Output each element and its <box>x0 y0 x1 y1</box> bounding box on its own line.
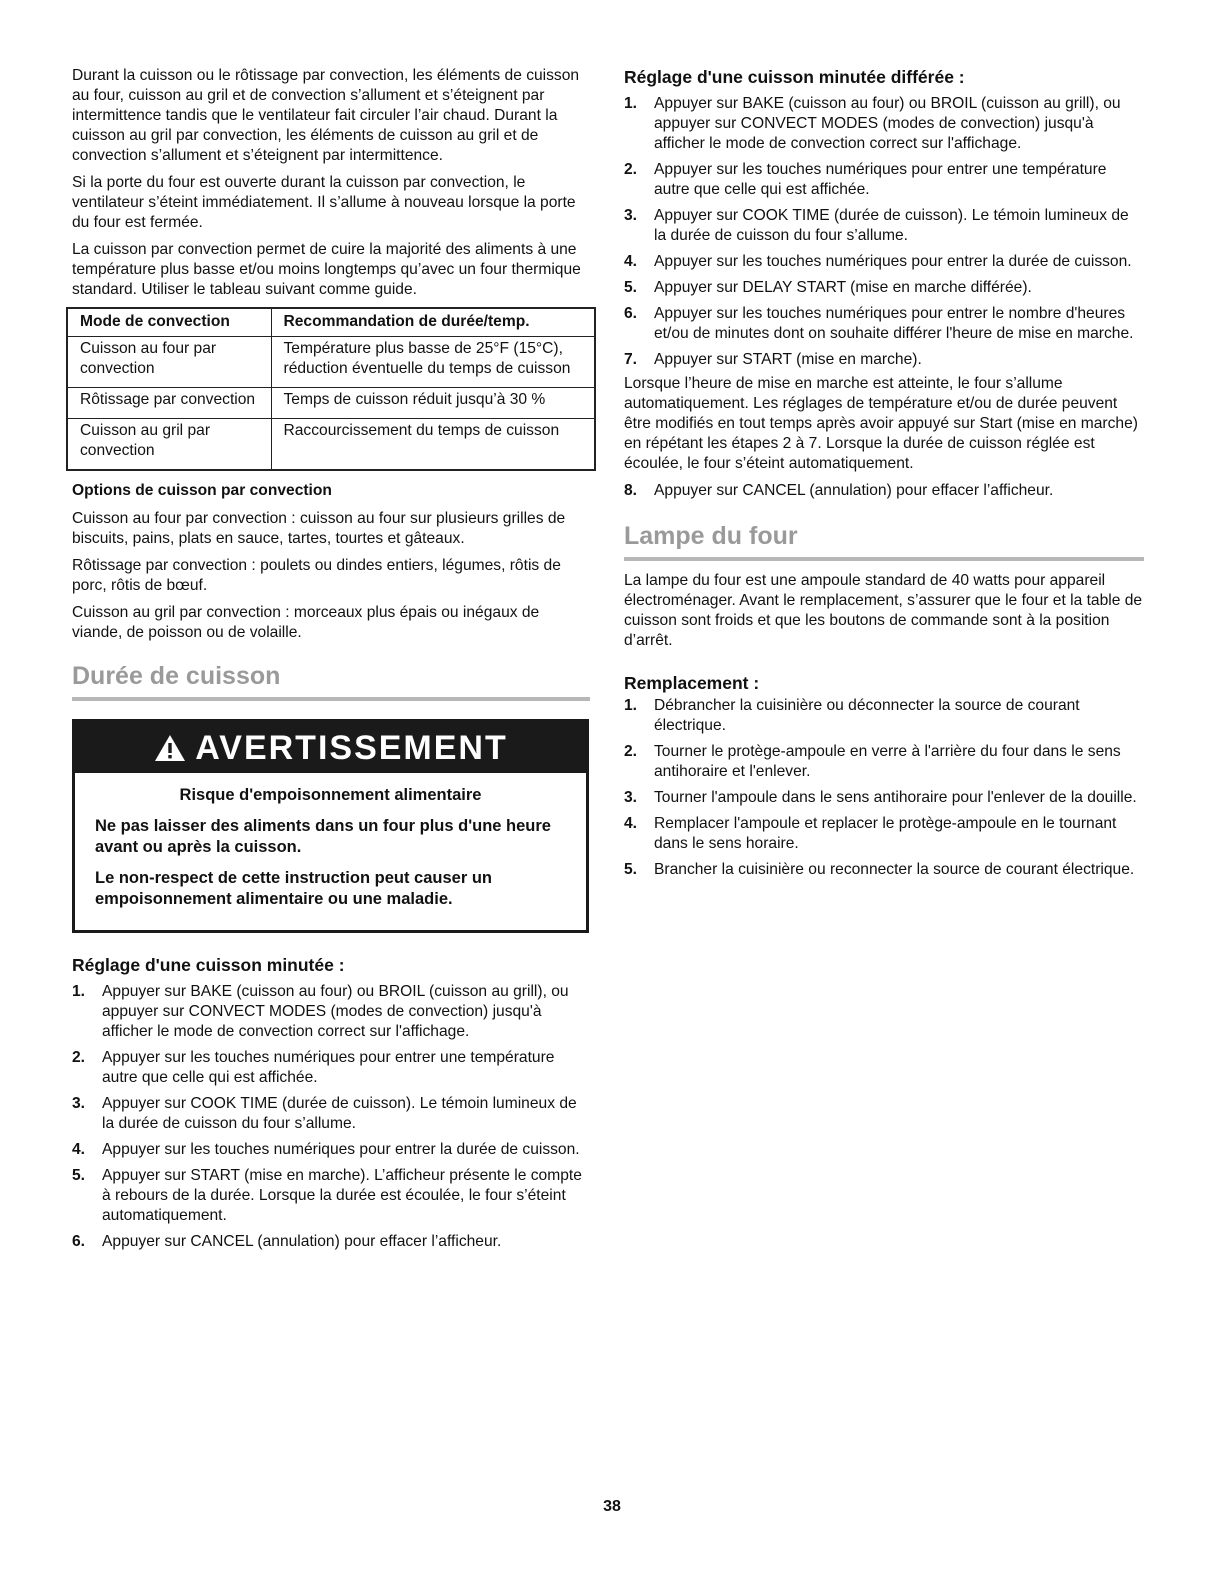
list-item <box>624 278 1144 298</box>
step-number: 2. <box>624 161 638 178</box>
list-item <box>624 160 1144 200</box>
list-item <box>624 860 1144 880</box>
step-text: Appuyer sur les touches numériques pour entrer la durée de cuisson. <box>102 1141 580 1158</box>
section-title-oven-lamp: Lampe du four <box>624 521 1144 561</box>
list-item <box>624 788 1144 808</box>
step-text: Remplacer l'ampoule et replacer le protège-ampoule en le tournant dans le sens horaire. <box>654 815 1117 852</box>
step-number: 6. <box>624 305 638 322</box>
step-number: 4. <box>72 1141 86 1158</box>
step-text: Débrancher la cuisinière ou déconnecter la source de courant électrique. <box>654 697 1080 734</box>
warning-triangle-icon <box>153 733 187 763</box>
list-item <box>624 696 1144 736</box>
step-text: Appuyer sur les touches numériques pour entrer une température autre que celle qui est affichée. <box>102 1049 555 1086</box>
list-item <box>624 814 1144 854</box>
replacement-title: Remplacement : <box>624 673 760 693</box>
warning-body <box>75 773 586 930</box>
table-header-row <box>67 308 595 337</box>
options-paragraph-1: Cuisson au four par convection : cuisson au four sur plusieurs grilles de biscuits, pains, plats en sauce, tartes, tourtes et gâteaux. <box>72 510 566 547</box>
intro-paragraph-3: La cuisson par convection permet de cuire la majorité des aliments à une température plus basse et/ou moins longtemps qu’avec un four thermique standard. Utiliser le tableau suivant comme guide. <box>72 241 581 298</box>
step-text: Appuyer sur BAKE (cuisson au four) ou BROIL (cuisson au grill), ou appuyer sur CONVECT MODES (modes de convection) jusqu'à afficher le mode de convection correct sur l'affichage. <box>654 95 1121 152</box>
step-number: 3. <box>72 1095 86 1112</box>
list-item <box>72 1094 590 1134</box>
step-text: Appuyer sur les touches numériques pour entrer le nombre d'heures et/ou de minutes dont on souhaite différer l'heure de mise en marche. <box>654 305 1134 342</box>
list-item <box>72 1232 590 1252</box>
left-column <box>72 66 590 1258</box>
intro-paragraph-1: Durant la cuisson ou le rôtissage par convection, les éléments de cuisson au four, cuisson au gril et de convection s’allument et s’éteignent par intermittence tandis que le ventilateur fait circuler l’air chaud. Durant la cuisson au gril par convection, les éléments de cuisson au gril et de convection s’allument et s’éteignent par intermittence. <box>72 67 580 164</box>
section-title-cook-time: Durée de cuisson <box>72 661 590 701</box>
step-number: 5. <box>624 279 638 296</box>
timed-cooking-title: Réglage d'une cuisson minutée : <box>72 955 345 975</box>
table-cell: Cuisson au gril par convection <box>67 419 271 471</box>
step-number: 4. <box>624 815 638 832</box>
step-text: Appuyer sur les touches numériques pour entrer la durée de cuisson. <box>654 253 1132 270</box>
step-text: Appuyer sur BAKE (cuisson au four) ou BROIL (cuisson au grill), ou appuyer sur CONVECT MODES (modes de convection) jusqu'à afficher le mode de convection correct sur l'affichage. <box>102 983 569 1040</box>
table-cell: Cuisson au four par convection <box>67 337 271 388</box>
step-number: 7. <box>624 351 638 368</box>
list-item <box>624 481 1144 501</box>
table-header-recommendation: Recommandation de durée/temp. <box>271 308 595 337</box>
delayed-steps-list <box>624 94 1144 370</box>
table-cell: Rôtissage par convection <box>67 388 271 419</box>
intro-paragraph-2: Si la porte du four est ouverte durant la cuisson par convection, le ventilateur s’éteint immédiatement. Il s’allume à nouveau lorsque la porte du four est fermée. <box>72 174 576 231</box>
table-header-mode: Mode de convection <box>67 308 271 337</box>
list-item <box>72 982 590 1042</box>
list-item <box>72 1140 590 1160</box>
options-paragraph-3: Cuisson au gril par convection : morceaux plus épais ou inégaux de viande, de poisson ou de volaille. <box>72 604 540 641</box>
step-number: 4. <box>624 253 638 270</box>
step-text: Appuyer sur CANCEL (annulation) pour effacer l’afficheur. <box>654 482 1054 499</box>
step-text: Appuyer sur DELAY START (mise en marche différée). <box>654 279 1032 296</box>
list-item <box>624 206 1144 246</box>
warning-risk: Risque d'empoisonnement alimentaire <box>179 786 482 804</box>
delayed-steps-list-continued <box>624 481 1144 501</box>
list-item <box>624 304 1144 344</box>
delayed-note: Lorsque l’heure de mise en marche est atteinte, le four s’allume automatiquement. Les réglages de température et/ou de durée peuvent être modifiés en tout temps après avoir appuyé sur Start (mise en marche) en répétant les étapes 2 à 7. Lorsque la durée de cuisson réglée est écoulée, le four s’éteint automatiquement. <box>624 375 1138 472</box>
list-item <box>624 742 1144 782</box>
step-number: 3. <box>624 789 638 806</box>
table-cell: Température plus basse de 25°F (15°C), réduction éventuelle du temps de cuisson <box>271 337 595 388</box>
step-text: Tourner le protège-ampoule en verre à l'arrière du four dans le sens antihoraire et l'enlever. <box>654 743 1121 780</box>
options-paragraph-2: Rôtissage par convection : poulets ou dindes entiers, légumes, rôtis de porc, rôtis de bœuf. <box>72 557 561 594</box>
list-item <box>72 1166 590 1226</box>
table-row <box>67 337 595 388</box>
warning-title: AVERTISSEMENT <box>195 728 508 767</box>
list-item <box>72 1048 590 1088</box>
right-column <box>624 66 1144 886</box>
step-text: Appuyer sur les touches numériques pour entrer une température autre que celle qui est affichée. <box>654 161 1107 198</box>
step-text: Appuyer sur CANCEL (annulation) pour effacer l’afficheur. <box>102 1233 502 1250</box>
convection-table <box>66 307 596 471</box>
step-text: Appuyer sur COOK TIME (durée de cuisson). Le témoin lumineux de la durée de cuisson du four s’allume. <box>654 207 1129 244</box>
step-number: 6. <box>72 1233 86 1250</box>
replacement-steps-list <box>624 696 1144 880</box>
list-item <box>624 94 1144 154</box>
delayed-cooking-title: Réglage d'une cuisson minutée différée : <box>624 67 965 87</box>
step-text: Tourner l'ampoule dans le sens antihoraire pour l'enlever de la douille. <box>654 789 1137 806</box>
table-cell: Raccourcissement du temps de cuisson <box>271 419 595 471</box>
step-number: 5. <box>72 1167 86 1184</box>
timed-steps-list <box>72 982 590 1252</box>
table-row <box>67 388 595 419</box>
warning-box <box>72 719 589 933</box>
table-cell: Temps de cuisson réduit jusqu’à 30 % <box>271 388 595 419</box>
step-text: Appuyer sur START (mise en marche). L’afficheur présente le compte à rebours de la durée. Lorsque la durée est écoulée, le four s’éteint automatiquement. <box>102 1167 582 1224</box>
table-row <box>67 419 595 471</box>
warning-text-1: Ne pas laisser des aliments dans un four plus d'une heure avant ou après la cuisson. <box>95 817 551 856</box>
step-number: 2. <box>624 743 638 760</box>
page-number: 38 <box>603 1498 621 1515</box>
options-title: Options de cuisson par convection <box>72 482 332 499</box>
step-text: Brancher la cuisinière ou reconnecter la source de courant électrique. <box>654 861 1135 878</box>
step-number: 8. <box>624 482 638 499</box>
step-number: 2. <box>72 1049 86 1066</box>
step-number: 1. <box>72 983 86 1000</box>
step-number: 1. <box>624 95 638 112</box>
step-text: Appuyer sur START (mise en marche). <box>654 351 922 368</box>
step-text: Appuyer sur COOK TIME (durée de cuisson). Le témoin lumineux de la durée de cuisson du four s’allume. <box>102 1095 577 1132</box>
warning-header <box>75 722 586 773</box>
step-number: 5. <box>624 861 638 878</box>
lamp-paragraph: La lampe du four est une ampoule standard de 40 watts pour appareil électroménager. Avant le remplacement, s’assurer que le four et la table de cuisson sont froids et que les boutons de commande sont à la position d’arrêt. <box>624 572 1143 649</box>
list-item <box>624 350 1144 370</box>
step-number: 3. <box>624 207 638 224</box>
step-number: 1. <box>624 697 638 714</box>
list-item <box>624 252 1144 272</box>
warning-text-2: Le non-respect de cette instruction peut causer un empoisonnement alimentaire ou une maladie. <box>95 869 492 908</box>
